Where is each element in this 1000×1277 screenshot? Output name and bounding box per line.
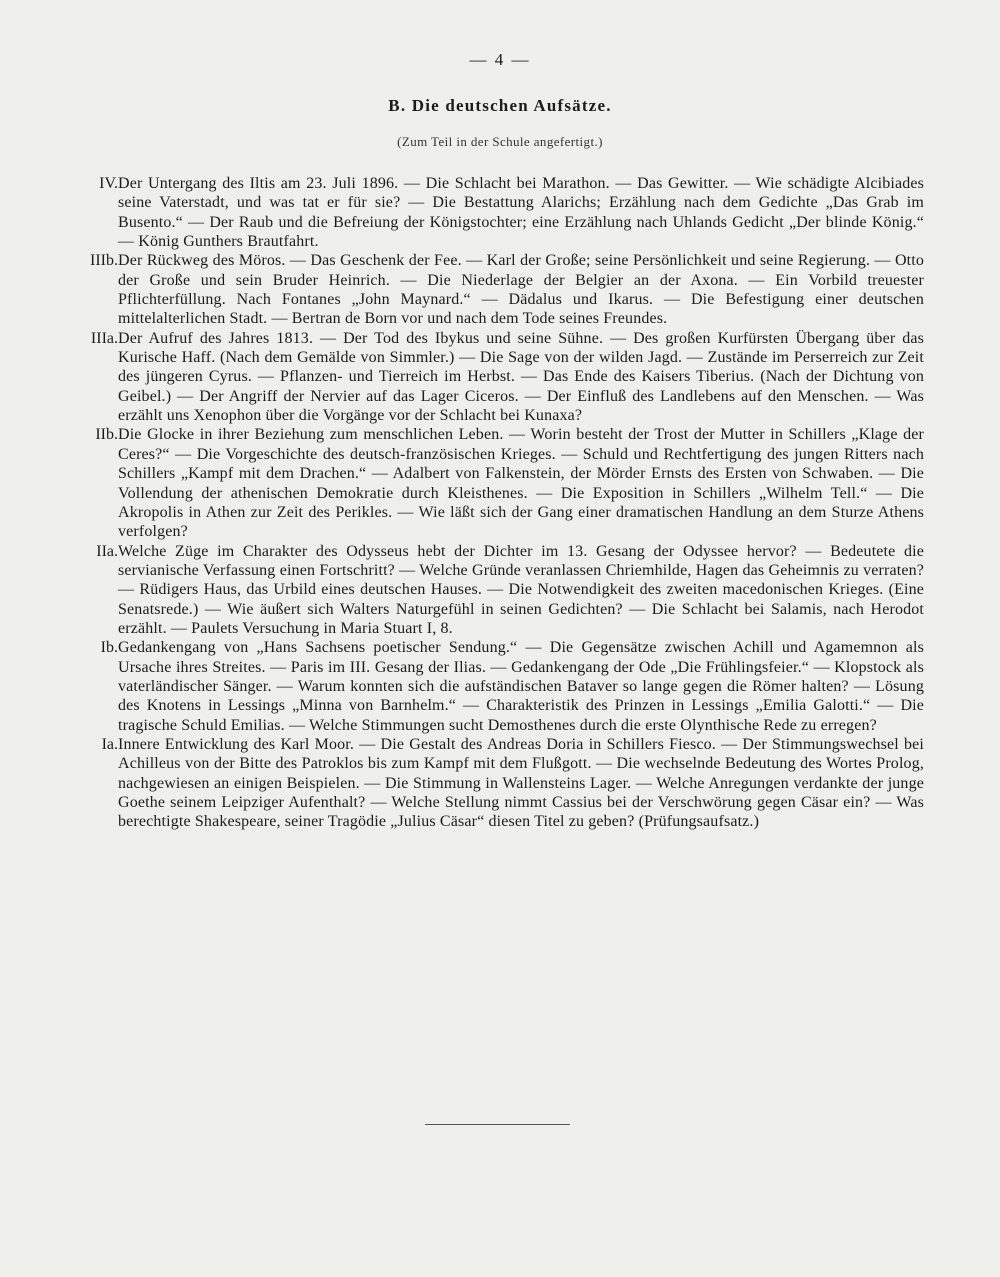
grade-label: IIIa. xyxy=(90,329,118,347)
section-heading: B. Die deutschen Aufsätze. xyxy=(388,96,612,115)
essay-entry-ib xyxy=(70,638,930,735)
grade-label: IIa. xyxy=(96,542,118,560)
essay-topics: Der Rückweg des Möros. — Das Geschenk der Fee. — Karl der Große; seine Persönlichkeit und seine Regierung. — Otto der Große und sein Bruder Heinrich. — Die Niederlage der Belgier an der Axona. — Ein Vorbild treuester Pflichterfüllung. Nach Fontanes „John Maynard.“ — Dädalus und Ikarus. — Die Befestigung einer deutschen mittelalterlichen Stadt. — Bertran de Born vor und nach dem Tode seines Freundes. xyxy=(118,252,924,328)
essay-entry-iiib xyxy=(70,251,930,328)
essay-entry-iia xyxy=(70,542,930,639)
grade-label: IIb. xyxy=(95,426,118,444)
grade-label: Ia. xyxy=(101,735,118,753)
essay-topics: Gedankengang von „Hans Sachsens poetischer Sendung.“ — Die Gegensätze zwischen Achill und Agamemnon als Ursache ihres Streites. — Paris im III. Gesang der Ilias. — Gedankengang der Ode „Die Frühlingsfeier.“ — Klopstock als vaterländischer Sänger. — Warum konnten sich die aufständischen Bataver so lange gegen die Römer halten? — Lösung des Knotens in Lessings „Minna von Barnhelm.“ — Charakteristik des Prinzen in Lessings „Emilia Galotti.“ — Die tragische Schuld Emilias. — Welche Stimmungen sucht Demosthenes durch die erste Olynthische Rede zu erregen? xyxy=(118,639,924,734)
essay-topics: Der Aufruf des Jahres 1813. — Der Tod des Ibykus und seine Sühne. — Des großen Kurfürsten Übergang über das Kurische Haff. (Nach dem Gemälde von Simmler.) — Die Sage von der wilden Jagd. — Zustände im Perserreich zur Zeit des jüngeren Cyrus. — Pflanzen- und Tierreich im Herbst. — Das Ende des Kaisers Tiberius. (Nach der Dichtung von Geibel.) — Der Angriff der Nervier auf das Lager Ciceros. — Der Einfluß des Landlebens auf den Menschen. — Was erzählt uns Xenophon über die Vorgänge vor der Schlacht bei Kunaxa? xyxy=(118,329,924,425)
grade-label: IIIb. xyxy=(90,252,118,270)
essay-topics: Die Glocke in ihrer Beziehung zum menschlichen Leben. — Worin besteht der Trost der Mutter in Schillers „Klage der Ceres?“ — Die Vorgeschichte des deutsch-französischen Krieges. — Schuld und Rechtfertigung des jungen Ritters nach Schillers „Kampf mit dem Drachen.“ — Adalbert von Falkenstein, der Mörder Ernsts des Ersten von Schwaben. — Die Vollendung der athenischen Demokratie durch Kleisthenes. — Die Exposition in Schillers „Wilhelm Tell.“ — Die Akropolis in Athen zur Zeit des Perikles. — Wie läßt sich der Gang einer dramatischen Handlung an dem Sturze Athens verfolgen? xyxy=(118,426,924,541)
essay-entry-iv xyxy=(70,174,930,251)
essay-list xyxy=(70,174,930,832)
essay-entry-iiia xyxy=(70,329,930,426)
essay-topics: Welche Züge im Charakter des Odysseus hebt der Dichter im 13. Gesang der Odyssee hervor? — Bedeutete die servianische Verfassung einen Fortschritt? — Welche Gründe veranlassen Chriemhilde, Hagen das Geheimnis zu verraten? — Rüdigers Haus, das Urbild eines deutschen Hauses. — Die Notwendigkeit des zweiten macedonischen Krieges. (Eine Senatsrede.) — Wie äußert sich Walters Naturgefühl in seinen Gedichten? — Die Schlacht bei Salamis, nach Herodot erzählt. — Paulets Versuchung in Maria Stuart I, 8. xyxy=(118,542,924,637)
essay-entry-iib xyxy=(70,425,930,541)
section-divider xyxy=(425,1124,570,1125)
grade-label: IV. xyxy=(99,175,118,192)
grade-label: Ib. xyxy=(100,639,118,657)
essay-topics: Innere Entwicklung des Karl Moor. — Die Gestalt des Andreas Doria in Schillers Fiesco. — Der Stimmungswechsel bei Achilleus von der Bitte des Patroklos bis zum Kampf mit dem Flußgott. — Die wechselnde Bedeutung des Wortes Prolog, nachgewiesen an einigen Beispielen. — Die Stimmung in Wallensteins Lager. — Welche Anregungen verdankte der junge Goethe seinem Leipziger Aufenthalt? — Welche Stellung nimmt Cassius bei der Verschwörung gegen Cäsar ein? — Was berechtigte Shakespeare, seiner Tragödie „Julius Cäsar“ diesen Titel zu geben? (Prüfungsaufsatz.) xyxy=(118,735,924,831)
essay-entry-ia xyxy=(70,735,930,832)
essay-topics: Der Untergang des Iltis am 23. Juli 1896. — Die Schlacht bei Marathon. — Das Gewitter. — Wie schädigte Alcibiades seine Vaterstadt, und was tat er für sie? — Die Bestattung Alarichs; Erzählung nach dem Gedichte „Das Grab im Busento.“ — Der Raub und die Befreiung der Königstochter; eine Erzählung nach Uhlands Gedicht „Der blinde König.“ — König Gunthers Brautfahrt. xyxy=(118,175,924,251)
section-subtitle: (Zum Teil in der Schule angefertigt.) xyxy=(397,134,603,149)
page-number: — 4 — xyxy=(469,50,531,69)
